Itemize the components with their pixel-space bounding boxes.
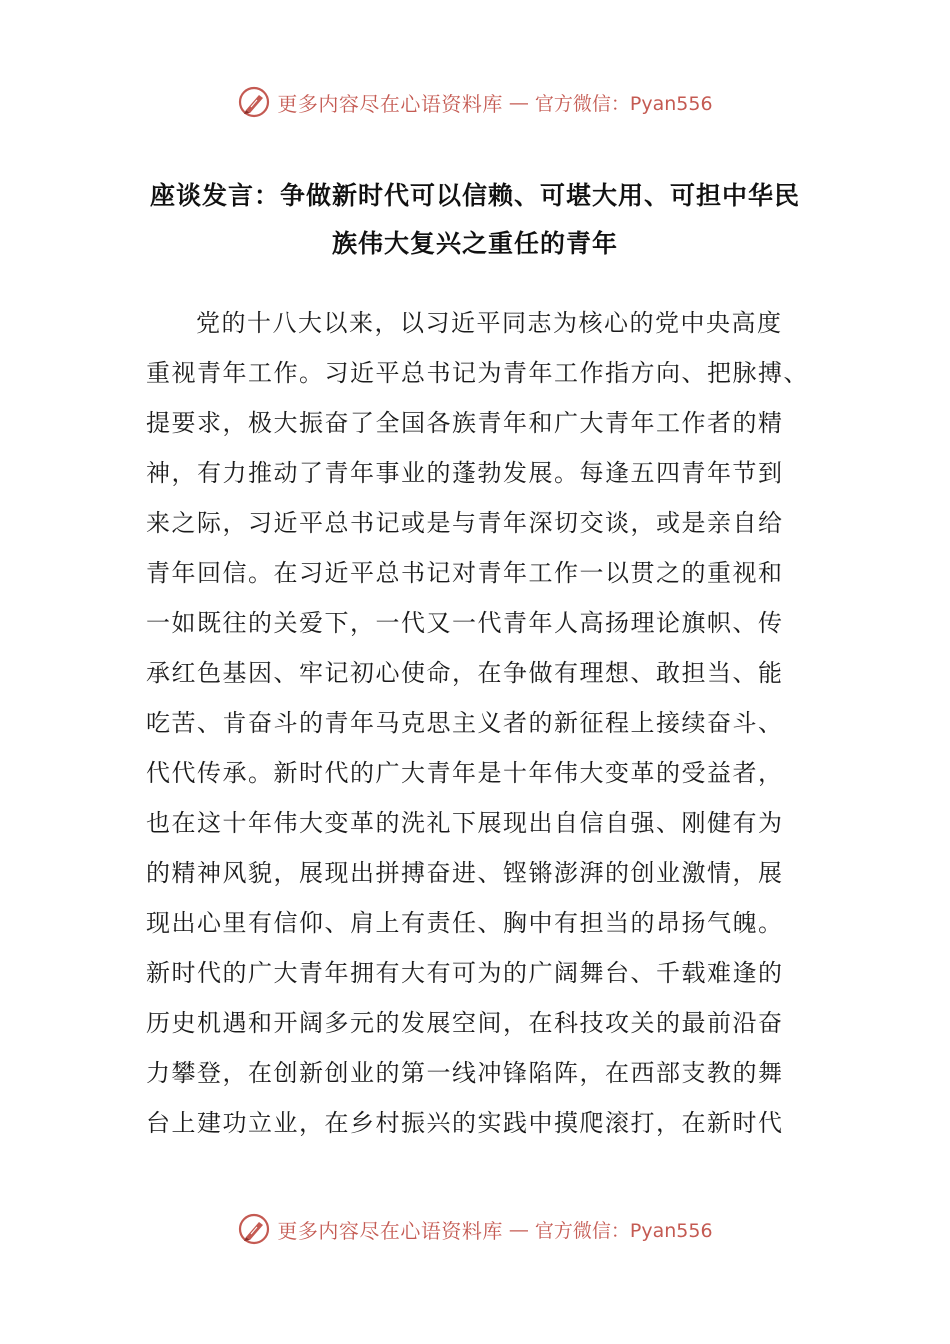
body-line: 承红色基因、牢记初心使命，在争做有理想、敢担当、能	[146, 659, 784, 687]
body-line: 力攀登，在创新创业的第一线冲锋陷阵，在西部支教的舞	[146, 1059, 784, 1087]
body-line: 青年回信。在习近平总书记对青年工作一以贯之的重视和	[146, 559, 784, 587]
body-line: 神，有力推动了青年事业的蓬勃发展。每逢五四青年节到	[146, 459, 784, 487]
banner-separator: —	[508, 90, 529, 114]
body-line: 吃苦、肯奋斗的青年马克思主义者的新征程上接续奋斗、	[146, 709, 784, 737]
banner-wechat: 官方微信：Pyan556	[534, 92, 713, 115]
banner-wechat: 官方微信：Pyan556	[534, 1219, 713, 1242]
body-line: 历史机遇和开阔多元的发展空间，在科技攻关的最前沿奋	[146, 1009, 784, 1037]
body-line: 也在这十年伟大变革的洗礼下展现出自信自强、刚健有为	[146, 809, 784, 837]
body-line: 现出心里有信仰、肩上有责任、胸中有担当的昂扬气魄。	[146, 909, 784, 937]
body-line: 党的十八大以来，以习近平同志为核心的党中央高度	[196, 309, 783, 337]
pen-nib-logo-icon	[237, 1212, 271, 1246]
body-line: 来之际，习近平总书记或是与青年深切交谈，或是亲自给	[146, 509, 784, 537]
title-line-1: 座谈发言：争做新时代可以信赖、可堪大用、可担中华民	[149, 181, 800, 210]
header-banner	[0, 82, 950, 122]
body-line: 新时代的广大青年拥有大有可为的广阔舞台、千载难逢的	[146, 959, 784, 987]
banner-separator: —	[508, 1217, 529, 1241]
body-paragraph	[146, 298, 809, 1148]
body-line: 提要求，极大振奋了全国各族青年和广大青年工作者的精	[146, 409, 784, 437]
body-line: 代代传承。新时代的广大青年是十年伟大变革的受益者，	[146, 759, 784, 787]
pen-nib-logo-icon	[237, 85, 271, 119]
banner-content	[237, 1212, 712, 1246]
body-line: 重视青年工作。习近平总书记为青年工作指方向、把脉搏、	[146, 359, 809, 387]
body-line: 一如既往的关爱下，一代又一代青年人高扬理论旗帜、传	[146, 609, 784, 637]
title-line-2: 族伟大复兴之重任的青年	[331, 229, 618, 258]
footer-banner	[0, 1209, 950, 1249]
body-line: 的精神风貌，展现出拼搏奋进、铿锵澎湃的创业激情，展	[146, 859, 784, 887]
banner-text: 更多内容尽在心语资料库	[277, 1218, 503, 1243]
banner-text: 更多内容尽在心语资料库	[277, 91, 503, 116]
banner-content	[237, 85, 712, 119]
document-title	[120, 172, 830, 268]
body-line: 台上建功立业，在乡村振兴的实践中摸爬滚打，在新时代	[146, 1109, 784, 1137]
